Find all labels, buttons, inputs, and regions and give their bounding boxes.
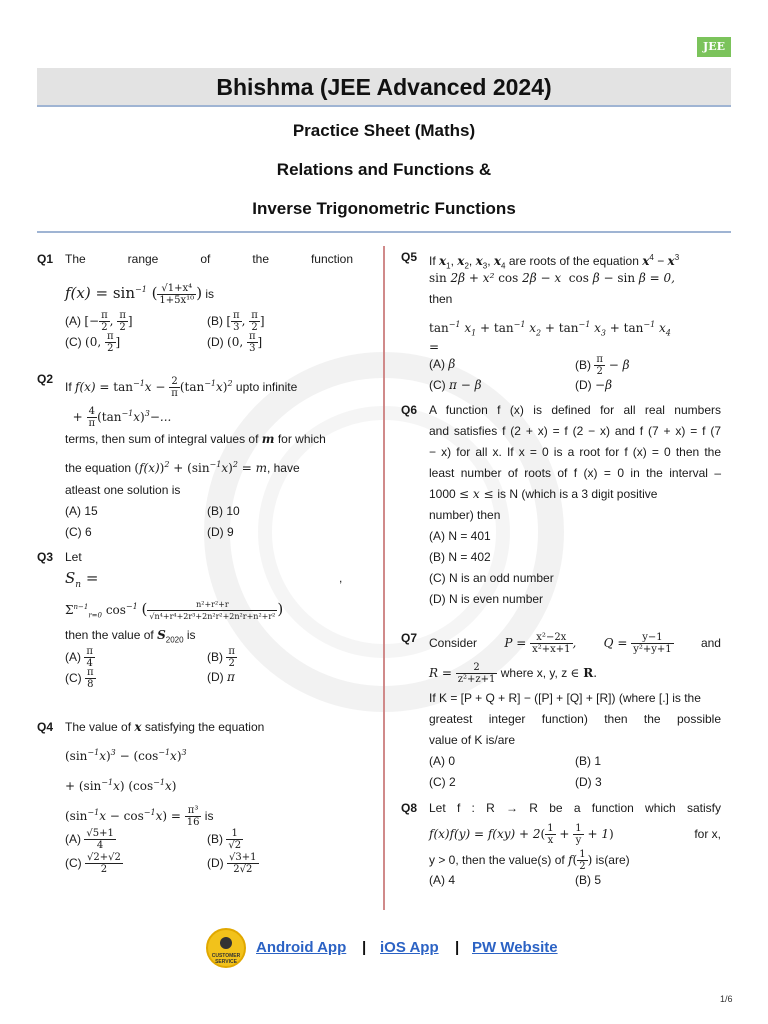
- q3-then: then the value of: [65, 628, 154, 642]
- q7-formula-r: R = $\frac{2}{\text{z²+z+1}}$: [429, 662, 496, 685]
- q4-text: The value of: [65, 720, 132, 734]
- option: (A) 15: [65, 504, 98, 518]
- option-label: (D): [207, 335, 224, 349]
- q2-line5: atleast one solution is: [65, 483, 181, 497]
- q8-line3a: y > 0, then the value(s) of: [429, 853, 565, 867]
- q3-comma: ,: [339, 571, 343, 585]
- question-number: Q2: [37, 372, 54, 386]
- ios-app-link[interactable]: iOS App: [380, 939, 439, 956]
- q5-equals: =: [429, 340, 440, 354]
- option-label: (D): [207, 670, 224, 684]
- q1-word: The: [65, 252, 86, 266]
- question-number: Q6: [401, 403, 418, 417]
- headset-icon: [220, 937, 232, 949]
- q1-word: of: [200, 252, 211, 266]
- option-label: (C): [429, 378, 446, 392]
- q2-formula-2: + $\frac{4}{\pi}$ $(\tan^{-1}x)^3-$...: [65, 406, 172, 429]
- option: (A) 4: [429, 873, 456, 887]
- question-number: Q7: [401, 631, 418, 645]
- q8-for: for x,: [694, 827, 721, 841]
- option: (D) 9: [207, 525, 234, 539]
- q8-line1: Let f : R → R be a function which satisfy: [429, 801, 721, 815]
- q8-formula: f(x)f(y) = f(xy) + 2( $\frac{1}{x}$ + $\frac{1}{y}$ + 1): [429, 823, 614, 846]
- q5-formula-2: $\tan^{-1} x_1 + \tan^{-1} x_2 + \tan^{-1} x_3 + \tan^{-1} x_4$: [429, 320, 671, 338]
- q1-word: function: [310, 252, 353, 266]
- header-rule: [37, 231, 731, 233]
- exam-tag: JEE: [697, 37, 731, 57]
- q8-line3b: is(are): [595, 853, 630, 867]
- option-label: (C): [65, 671, 82, 685]
- q2-formula-3: $(f(x))^2 + (\sin^{-1}x)^2 = m$: [134, 460, 267, 475]
- subtitle-topic-2: Inverse Trigonometric Functions: [252, 199, 516, 218]
- q4-formula-2: + $(\sin^{-1}x)$ $(\cos^{-1}x)$: [65, 778, 177, 793]
- separator: |: [362, 939, 367, 956]
- q5-formula-1: sin 2β + x² cos 2β − x cos β − sin β = 0,: [429, 271, 675, 285]
- q7-formula-q: Q = $\frac{y-1}{\text{y²+y+1}}$: [603, 632, 672, 655]
- option: (B) N = 402: [429, 550, 491, 564]
- option-label: (A): [65, 314, 81, 328]
- q1-word: the: [252, 252, 269, 266]
- q6-line: and satisfies f (2 + x) = f (2 − x) and f (7 + x) = f (7: [429, 424, 721, 438]
- q7-line5: value of K is/are: [429, 733, 516, 747]
- q4-is: is: [204, 809, 214, 823]
- option-label: (B): [207, 650, 223, 664]
- android-app-link[interactable]: Android App: [256, 939, 347, 956]
- q7-line3: If K = [P + Q + R] − ([P] + [Q] + [R]) (where [.] is the: [429, 691, 701, 705]
- logo-text: CUSTOMER SERVICE: [211, 953, 241, 965]
- q4-text2: satisfying the equation: [144, 720, 265, 734]
- subtitle-sheet: Practice Sheet (Maths): [292, 121, 476, 140]
- question-number: Q8: [401, 801, 418, 815]
- footer: [0, 928, 768, 968]
- q3-let: Let: [65, 550, 82, 564]
- option: (D) N is even number: [429, 592, 544, 606]
- q3-subscript: 2020: [165, 635, 184, 645]
- q5-then: then: [429, 292, 453, 306]
- q2-line3b: for which: [277, 432, 326, 446]
- q4-formula-1: $(\sin^{-1}x)^3 - (\cos^{-1}x)^3$: [65, 748, 187, 763]
- option: (A) 0: [429, 754, 456, 768]
- option-label: (D): [207, 856, 224, 870]
- q2-line4b: , have: [266, 461, 300, 475]
- pw-website-link[interactable]: PW Website: [472, 939, 558, 956]
- q3-is: is: [186, 628, 196, 642]
- q6-line: − x) for all x. If x = 0 is a root for f (x) = 0 then the: [429, 445, 721, 459]
- page-number: 1/6: [720, 994, 733, 1004]
- option-label: (A): [429, 357, 445, 371]
- q7-where: where x, y, z: [500, 666, 568, 680]
- q1-suffix: is: [205, 287, 215, 301]
- title-bar: [37, 68, 731, 107]
- option: (D) 3: [575, 775, 602, 789]
- q7-and: and: [700, 636, 721, 650]
- option-label: (D): [575, 378, 592, 392]
- q6-line: A function f (x) is defined for all real numbers: [429, 403, 721, 417]
- q5-line1b: are roots of the equation: [508, 254, 639, 268]
- subtitle-topic-1: Relations and Functions &: [276, 160, 492, 179]
- customer-service-logo-icon[interactable]: [206, 928, 246, 968]
- option: (C) 2: [429, 775, 456, 789]
- page-title: Bhishma (JEE Advanced 2024): [216, 74, 552, 100]
- q2-mid: upto infinite: [235, 380, 298, 394]
- option: (B) 1: [575, 754, 602, 768]
- q6-line5b: is N (which is a 3 digit positive: [497, 487, 658, 501]
- option-label: (B): [207, 314, 223, 328]
- q6-line: least number of roots of f (x) = 0 in the interval –: [429, 466, 721, 480]
- q4-formula-3: $(\sin^{-1}x - \cos^{-1}x)$ = $\frac{\text{π³}}{16}$: [65, 805, 200, 828]
- option-label: (C): [65, 856, 82, 870]
- option-label: (B): [207, 832, 223, 846]
- q6-line: number) then: [429, 508, 501, 522]
- q3-formula-rhs: $\Sigma^{n-1}_{r=0}$ $\cos^{-1}$ ( $\frac{\text{n²+r²+r}}{\text{√n⁴+r⁴+2r³+2n²r²+2n²r+n²+r²}}$ ): [65, 600, 284, 621]
- q2-formula: $f(x) = \tan^{-1}x$ − $\frac{2}{\pi}$ $(\tan^{-1}x)^2$: [75, 376, 233, 399]
- q7-consider: Consider: [429, 636, 478, 650]
- question-number: Q4: [37, 720, 54, 734]
- q1-word: range: [127, 252, 159, 266]
- question-number: Q1: [37, 252, 54, 266]
- q2-line3: terms, then sum of integral values of: [65, 432, 259, 446]
- option: (B) 5: [575, 873, 602, 887]
- q2-line4a: the equation: [65, 461, 132, 475]
- option: (B) 10: [207, 504, 240, 518]
- q2-prefix: If: [65, 380, 72, 394]
- q3-formula-lhs: $S_n$ =: [65, 569, 99, 590]
- option-label: (A): [65, 832, 81, 846]
- q7-line4: greatest integer function) then the possible: [429, 712, 721, 726]
- option-label: (A): [65, 650, 81, 664]
- q1-formula: $f(x) = \sin^{-1}$ ( $\frac{\text{√1+x⁴}}{\text{1+5x¹⁰}}$ ): [65, 282, 203, 306]
- q6-line5a: 1000: [429, 487, 456, 501]
- option-label: (C): [65, 335, 82, 349]
- separator: |: [455, 939, 460, 956]
- option: (A) N = 401: [429, 529, 491, 543]
- q5-line1a: If: [429, 254, 436, 268]
- question-number: Q3: [37, 550, 54, 564]
- option: (C) N is an odd number: [429, 571, 554, 585]
- column-divider: [383, 246, 385, 910]
- option-label: (B): [575, 358, 591, 372]
- question-number: Q5: [401, 250, 418, 264]
- q7-formula-p: P = $\frac{\text{x²−2x}}{\text{x²+x+1}}$ ,: [504, 632, 577, 655]
- option: (C) 6: [65, 525, 92, 539]
